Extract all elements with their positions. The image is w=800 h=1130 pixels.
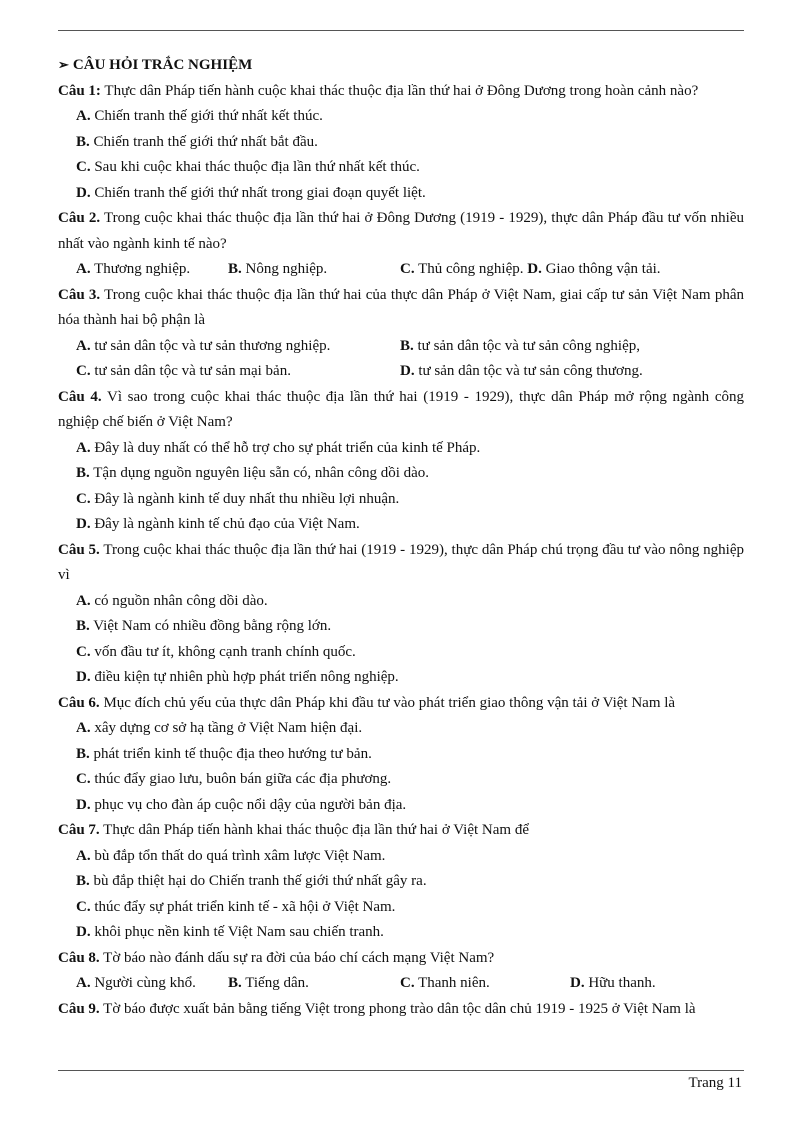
option: B. Chiến tranh thế giới thứ nhất bắt đầu. [76, 133, 318, 150]
option: A. Đây là duy nhất có thể hỗ trợ cho sự phát triển của kinh tế Pháp. [76, 439, 481, 456]
option: A. tư sản dân tộc và tư sản thương nghiệp. [76, 337, 331, 354]
option: B. Tận dụng nguồn nguyên liệu sẵn có, nhân công dồi dào. [76, 465, 430, 481]
option: C. thúc đẩy sự phát triển kinh tế - xã hội ở Việt Nam. [76, 898, 396, 915]
question-7: Câu 7. Thực dân Pháp tiến hành khai thác thuộc địa lần thứ hai ở Việt Nam để [58, 822, 529, 838]
question-6: Câu 6. Mục đích chủ yếu của thực dân Pháp khi đầu tư vào phát triển giao thông vận tải ở Việt Nam là [58, 694, 676, 711]
option: A. bù đắp tổn thất do quá trình xâm lược Việt Nam. [76, 847, 386, 864]
question-4: Câu 4. Vì sao trong cuộc khai thác thuộc địa lần thứ hai (1919 - 1929), thực dân Pháp mở rộng ngành công nghiệp chế biến ở Việt Nam? [58, 388, 744, 430]
option: C. Thủ công nghiệp. D. Giao thông vận tải. [400, 261, 661, 277]
option: A. xây dựng cơ sở hạ tầng ở Việt Nam hiện đại. [76, 720, 363, 736]
option: A. có nguồn nhân công dồi dào. [76, 592, 268, 609]
option-row [58, 257, 744, 283]
option: D. Đây là ngành kinh tế chủ đạo của Việt Nam. [76, 516, 360, 532]
question-1: Câu 1: Thực dân Pháp tiến hành cuộc khai thác thuộc địa lần thứ hai ở Đông Dương trong hoàn cảnh nào? [58, 82, 699, 99]
option: D. khôi phục nền kinh tế Việt Nam sau chiến tranh. [76, 924, 384, 940]
option: D. Hữu thanh. [570, 975, 656, 991]
option-row [58, 334, 744, 360]
option: C. thúc đẩy giao lưu, buôn bán giữa các địa phương. [76, 771, 392, 787]
header-rule [58, 30, 744, 31]
option-row [58, 359, 744, 385]
option: B. Tiếng dân. [228, 975, 309, 991]
option: A. Thương nghiệp. [76, 261, 191, 277]
option: D. điều kiện tự nhiên phù hợp phát triển nông nghiệp. [76, 669, 399, 685]
option: C. tư sản dân tộc và tư sản mại bản. [76, 363, 291, 379]
option: D. phục vụ cho đàn áp cuộc nổi dậy của người bản địa. [76, 796, 407, 813]
question-2: Câu 2. Trong cuộc khai thác thuộc địa lần thứ hai ở Đông Dương (1919 - 1929), thực dân Pháp đầu tư vốn nhiều nhất vào ngành kinh tế nào? [58, 210, 745, 252]
option: C. Sau khi cuộc khai thác thuộc địa lần thứ nhất kết thúc. [76, 159, 420, 175]
section-heading [58, 52, 744, 79]
option-row [58, 971, 744, 997]
option: B. phát triển kinh tế thuộc địa theo hướng tư bản. [76, 745, 372, 762]
page-number: Trang 11 [688, 1075, 742, 1091]
option: D. tư sản dân tộc và tư sản công thương. [400, 363, 643, 379]
question-5: Câu 5. Trong cuộc khai thác thuộc địa lần thứ hai (1919 - 1929), thực dân Pháp chú trọng đầu tư vào nông nghiệp vì [58, 541, 744, 583]
section-heading-text: CÂU HỎI TRẮC NGHIỆM [72, 57, 253, 73]
option: D. Chiến tranh thế giới thứ nhất trong giai đoạn quyết liệt. [76, 184, 426, 201]
question-9: Câu 9. Tờ báo được xuất bản bằng tiếng Việt trong phong trào dân tộc dân chủ 1919 - 1925 ở Việt Nam là [58, 1000, 696, 1017]
option: A. Chiến tranh thế giới thứ nhất kết thúc. [76, 108, 323, 124]
option: B. tư sản dân tộc và tư sản công nghiệp, [400, 337, 640, 354]
question-8: Câu 8. Tờ báo nào đánh dấu sự ra đời của báo chí cách mạng Việt Nam? [58, 949, 495, 966]
option: B. Việt Nam có nhiều đồng bằng rộng lớn. [76, 618, 332, 634]
option: B. bù đắp thiệt hại do Chiến tranh thế giới thứ nhất gây ra. [76, 873, 427, 889]
arrow-right-icon: ➢ [58, 57, 69, 72]
footer-rule [58, 1070, 744, 1071]
option: C. Thanh niên. [400, 975, 490, 991]
option: A. Người cùng khổ. [76, 975, 196, 991]
option: C. Đây là ngành kinh tế duy nhất thu nhiều lợi nhuận. [76, 490, 400, 507]
option: C. vốn đầu tư ít, không cạnh tranh chính quốc. [76, 643, 356, 660]
document-body [58, 52, 744, 1022]
option: B. Nông nghiệp. [228, 261, 328, 277]
question-3: Câu 3. Trong cuộc khai thác thuộc địa lần thứ hai của thực dân Pháp ở Việt Nam, giai cấp tư sản Việt Nam phân hóa thành hai bộ phận là [58, 286, 745, 328]
